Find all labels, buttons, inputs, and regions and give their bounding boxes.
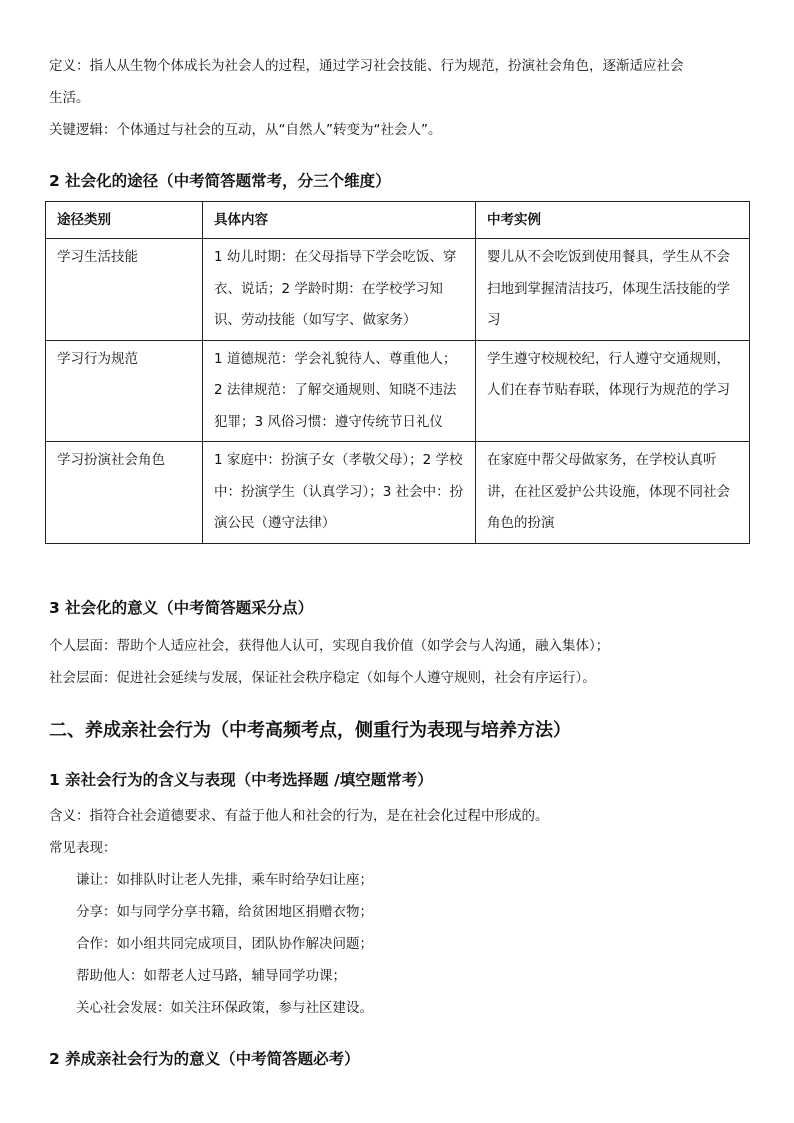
header-path-category: 途径类别 <box>46 202 203 239</box>
key-logic: 关键逻辑：个体通过与社会的互动，从“自然人”转变为“社会人”。 <box>49 122 442 138</box>
cell-example: 婴儿从不会吃饭到使用餐具，学生从不会扫地到掌握清洁技巧，体现生活技能的学习 <box>476 239 750 341</box>
cell-category: 学习生活技能 <box>46 239 203 341</box>
section-2-heading: 2 社会化的途径（中考简答题常考，分三个维度） <box>49 172 391 190</box>
part-2-heading: 二、养成亲社会行为（中考高频考点，侧重行为表现与培养方法） <box>49 720 571 741</box>
personal-level: 个人层面：帮助个人适应社会，获得他人认可，实现自我价值（如学会与人沟通，融入集体）； <box>49 638 610 654</box>
definition-line-2: 生活。 <box>49 90 90 106</box>
cell-example: 学生遵守校规校纪，行人遵守交通规则，人们在春节贴春联，体现行为规范的学习 <box>476 340 750 442</box>
cell-example: 在家庭中帮父母做家务，在学校认真听讲，在社区爱护公共设施，体现不同社会角色的扮演 <box>476 442 750 544</box>
subsection-2-heading: 2 养成亲社会行为的意义（中考简答题必考） <box>49 1050 360 1068</box>
cell-category: 学习扮演社会角色 <box>46 442 203 544</box>
table-row <box>46 340 750 442</box>
cell-content: 1 家庭中：扮演子女（孝敬父母）；2 学校中：扮演学生（认真学习）；3 社会中：扮演公民（遵守法律） <box>203 442 476 544</box>
list-item: 分享：如与同学分享书籍，给贫困地区捐赠衣物； <box>76 904 373 920</box>
list-item: 谦让：如排队时让老人先排，乘车时给孕妇让座； <box>76 872 373 888</box>
common-label: 常见表现： <box>49 840 117 856</box>
socialization-paths-table <box>45 201 750 544</box>
list-item: 合作：如小组共同完成项目，团队协作解决问题； <box>76 936 373 952</box>
list-item: 关心社会发展：如关注环保政策，参与社区建设。 <box>76 1000 373 1016</box>
cell-content: 1 幼儿时期：在父母指导下学会吃饭、穿衣、说话；2 学龄时期：在学校学习知识、劳动技能（如写字、做家务） <box>203 239 476 341</box>
subsection-1-heading: 1 亲社会行为的含义与表现（中考选择题 /填空题常考） <box>49 771 433 789</box>
header-example: 中考实例 <box>476 202 750 239</box>
table-row <box>46 442 750 544</box>
header-content: 具体内容 <box>203 202 476 239</box>
table-header-row <box>46 202 750 239</box>
meaning-text: 含义：指符合社会道德要求、有益于他人和社会的行为，是在社会化过程中形成的。 <box>49 808 549 824</box>
table-row <box>46 239 750 341</box>
definition-line-1: 定义：指人从生物个体成长为社会人的过程，通过学习社会技能、行为规范，扮演社会角色，逐渐适应社会 <box>49 58 684 74</box>
cell-category: 学习行为规范 <box>46 340 203 442</box>
cell-content: 1 道德规范：学会礼貌待人、尊重他人；2 法律规范：了解交通规则、知晓不违法犯罪；3 风俗习惯：遵守传统节日礼仪 <box>203 340 476 442</box>
list-item: 帮助他人：如帮老人过马路，辅导同学功课； <box>76 968 346 984</box>
social-level: 社会层面：促进社会延续与发展，保证社会秩序稳定（如每个人遵守规则，社会有序运行）。 <box>49 670 596 686</box>
section-3-heading: 3 社会化的意义（中考简答题采分点） <box>49 599 314 617</box>
